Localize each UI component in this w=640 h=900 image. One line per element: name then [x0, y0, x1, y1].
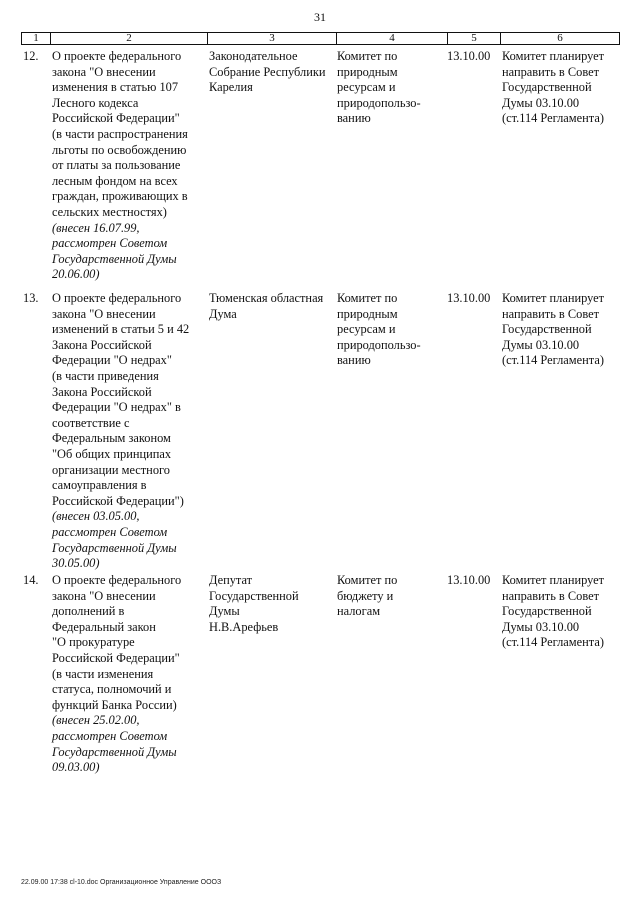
- bill-title-line: Федеральный закон: [52, 619, 156, 634]
- committee-line: Комитет по: [337, 291, 398, 305]
- note-line: Государственной: [502, 604, 592, 619]
- bill-title-line: лесным фондом на всех: [52, 173, 178, 188]
- header-col-3: 3: [269, 32, 275, 44]
- bill-title-line: "О прокуратуре: [52, 635, 135, 650]
- table-header-row: [21, 32, 620, 45]
- author-line: Законодательное: [209, 49, 298, 63]
- bill-history-line: рассмотрен Советом: [52, 524, 168, 539]
- bill-title-line: организации местного: [52, 462, 170, 477]
- committee-line: природопользо-: [337, 95, 421, 110]
- note-line: Комитет планирует: [502, 291, 605, 305]
- note-line: Государственной: [502, 80, 592, 95]
- bill-history-line: (внесен 03.05.00,: [52, 509, 140, 524]
- bill-title-line: граждан, проживающих в: [52, 189, 188, 204]
- bill-title-line: Федеральным законом: [52, 431, 171, 446]
- committee-line: природным: [337, 64, 398, 79]
- note-line: Думы 03.10.00: [502, 95, 580, 110]
- row-number: 12.: [23, 49, 39, 63]
- note-line: (ст.114 Регламента): [502, 353, 604, 368]
- committee-line: ресурсам и: [337, 322, 396, 337]
- committee-line: бюджету и: [337, 588, 394, 603]
- author-line: Карелия: [209, 80, 253, 95]
- bill-title-line: закона "О внесении: [52, 306, 156, 321]
- document-footer: 22.09.00 17:38 cl-10.doc Организационное Управление ОООЗ: [21, 879, 222, 886]
- author-line: Собрание Республики: [209, 64, 326, 79]
- note-line: Думы 03.10.00: [502, 337, 580, 352]
- bill-history-line: 20.06.00): [52, 267, 100, 282]
- bill-history-line: 30.05.00): [52, 556, 100, 571]
- note-line: Комитет планирует: [502, 49, 605, 63]
- bill-title-line: (в части приведения: [52, 368, 159, 383]
- bill-author: [209, 49, 335, 96]
- bill-title-line: статуса, полномочий и: [52, 682, 172, 697]
- bill-history-line: 09.03.00): [52, 760, 100, 775]
- note-line: Комитет планирует: [502, 573, 605, 587]
- note-line: Думы 03.10.00: [502, 619, 580, 634]
- bill-title-line: "Об общих принципах: [52, 446, 172, 461]
- bill-title-line: закона "О внесении: [52, 588, 156, 603]
- bill-title-line: Закона Российской: [52, 384, 152, 399]
- committee-line: Комитет по: [337, 573, 398, 587]
- bill-history-line: Государственной Думы: [52, 540, 177, 555]
- responsible-committee: [337, 291, 447, 369]
- bill-title-line: Федерации "О недрах" в: [52, 400, 181, 415]
- author-line: Депутат: [209, 573, 253, 587]
- bill-title-line: закона "О внесении: [52, 64, 156, 79]
- bill-title: [52, 573, 204, 776]
- responsible-committee: [337, 573, 447, 620]
- committee-line: налогам: [337, 604, 381, 619]
- header-col-2: 2: [126, 32, 132, 44]
- bill-history-line: (внесен 25.02.00,: [52, 713, 140, 728]
- committee-note: [502, 291, 620, 369]
- committee-line: природопользо-: [337, 337, 421, 352]
- bill-title-line: О проекте федерального: [52, 49, 182, 63]
- bill-title-line: (в части изменения: [52, 666, 154, 681]
- consideration-date: 13.10.00: [447, 49, 491, 63]
- committee-note: [502, 573, 620, 651]
- bill-author: [209, 573, 335, 635]
- bill-title-line: Российской Федерации"): [52, 493, 184, 508]
- bill-history-line: рассмотрен Советом: [52, 728, 168, 743]
- header-col-5: 5: [471, 32, 477, 44]
- note-line: направить в Совет: [502, 588, 600, 603]
- note-line: направить в Совет: [502, 64, 600, 79]
- bill-history-line: рассмотрен Советом: [52, 236, 168, 251]
- bill-title-line: от платы за пользование: [52, 158, 181, 173]
- page-number: 31: [314, 10, 326, 24]
- author-line: Государственной: [209, 588, 299, 603]
- bill-title-line: дополнений в: [52, 604, 125, 619]
- bill-title-line: Закона Российской: [52, 337, 152, 352]
- note-line: Государственной: [502, 322, 592, 337]
- bill-title-line: изменений в статьи 5 и 42: [52, 322, 190, 337]
- bill-title-line: О проекте федерального: [52, 291, 182, 305]
- bill-title-line: самоуправления в: [52, 478, 147, 493]
- note-line: направить в Совет: [502, 306, 600, 321]
- committee-line: природным: [337, 306, 398, 321]
- bill-title: [52, 49, 204, 283]
- bill-title-line: Лесного кодекса: [52, 95, 139, 110]
- committee-line: ванию: [337, 111, 371, 126]
- bill-title-line: О проекте федерального: [52, 573, 182, 587]
- committee-note: [502, 49, 620, 127]
- author-line: Думы: [209, 604, 240, 619]
- responsible-committee: [337, 49, 447, 127]
- author-line: Н.В.Арефьев: [209, 619, 279, 634]
- bill-title-line: сельских местностях): [52, 204, 167, 219]
- header-col-6: 6: [557, 32, 563, 44]
- note-line: (ст.114 Регламента): [502, 635, 604, 650]
- bill-title-line: изменения в статью 107: [52, 80, 179, 95]
- bill-title-line: функций Банка России): [52, 697, 177, 712]
- consideration-date: 13.10.00: [447, 291, 491, 305]
- bill-history-line: (внесен 16.07.99,: [52, 220, 140, 235]
- note-line: (ст.114 Регламента): [502, 111, 604, 126]
- bill-title-line: льготы по освобождению: [52, 142, 187, 157]
- row-number: 14.: [23, 573, 39, 587]
- committee-line: ванию: [337, 353, 371, 368]
- bill-author: [209, 291, 335, 322]
- bill-title-line: Федерации "О недрах": [52, 353, 172, 368]
- bill-title-line: (в части распространения: [52, 126, 188, 141]
- bill-title-line: Российской Федерации": [52, 111, 180, 126]
- bill-title: [52, 291, 204, 572]
- header-col-1: 1: [33, 32, 39, 44]
- bill-title-line: Российской Федерации": [52, 650, 180, 665]
- header-col-4: 4: [389, 32, 395, 44]
- bill-title-line: соответствие с: [52, 415, 130, 430]
- author-line: Дума: [209, 306, 237, 321]
- consideration-date: 13.10.00: [447, 573, 491, 587]
- author-line: Тюменская областная: [209, 291, 324, 305]
- bill-history-line: Государственной Думы: [52, 251, 177, 266]
- bill-history-line: Государственной Думы: [52, 744, 177, 759]
- row-number: 13.: [23, 291, 39, 305]
- committee-line: ресурсам и: [337, 80, 396, 95]
- committee-line: Комитет по: [337, 49, 398, 63]
